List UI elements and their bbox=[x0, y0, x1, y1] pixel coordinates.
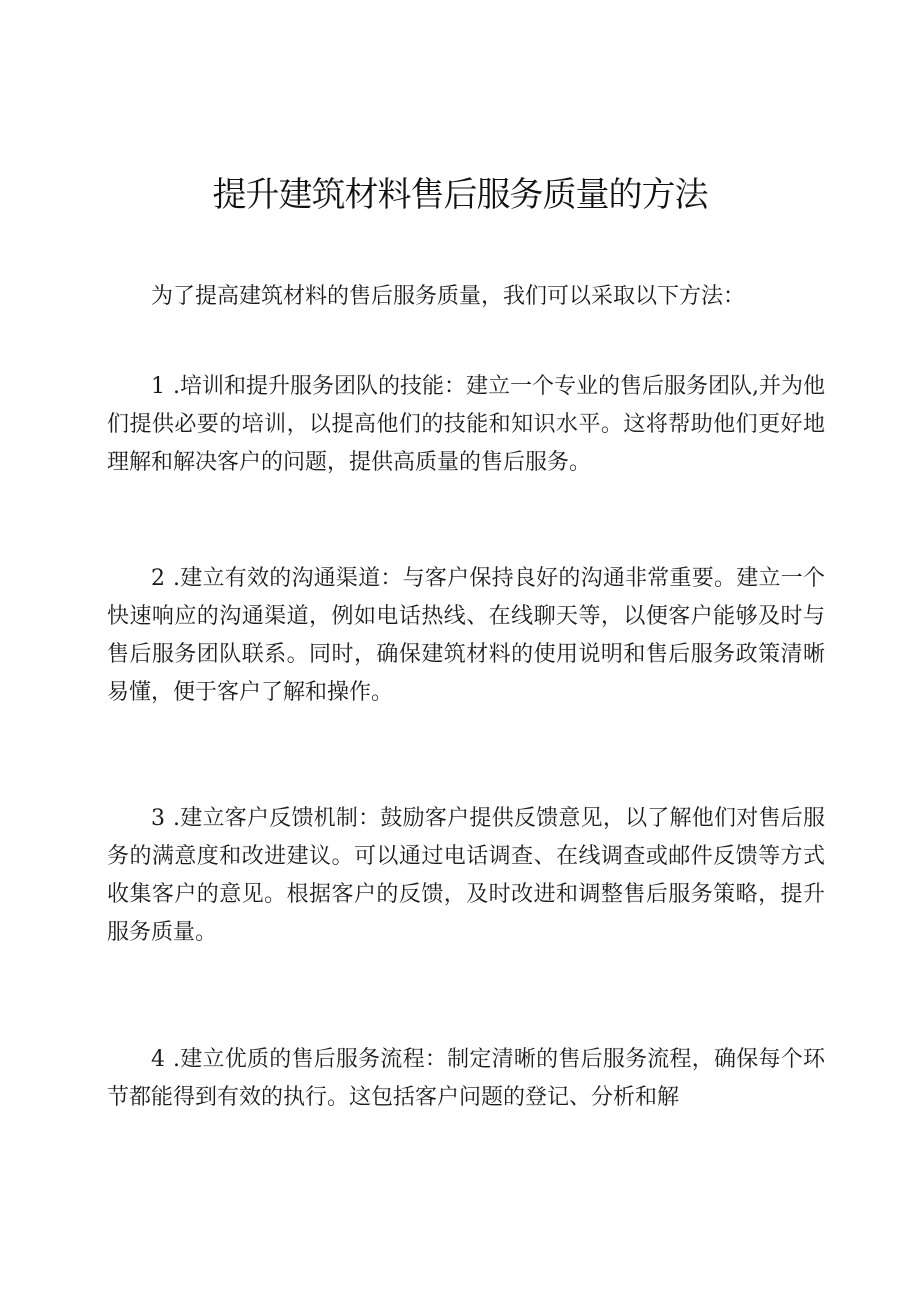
section-text: .建立优质的售后服务流程：制定清晰的售后服务流程，确保每个环节都能得到有效的执行。这包括客户问题的登记、分析和解 bbox=[107, 1047, 825, 1110]
section-paragraph-2 bbox=[107, 560, 825, 712]
section-paragraph-3 bbox=[107, 800, 825, 952]
section-paragraph-1 bbox=[107, 368, 825, 482]
page-title: 提升建筑材料售后服务质量的方法 bbox=[212, 175, 708, 215]
section-text: .建立客户反馈机制：鼓励客户提供反馈意见，以了解他们对售后服务的满意度和改进建议。可以通过电话调查、在线调查或邮件反馈等方式收集客户的意见。根据客户的反馈，及时改进和调整售后服务策略，提升服务质量。 bbox=[107, 806, 825, 945]
intro-paragraph: 为了提高建筑材料的售后服务质量，我们可以采取以下方法： bbox=[151, 284, 746, 309]
section-number: 1 bbox=[151, 374, 165, 399]
section-number: 2 bbox=[151, 566, 165, 591]
section-text: .培训和提升服务团队的技能：建立一个专业的售后服务团队,并为他们提供必要的培训，以提高他们的技能和知识水平。这将帮助他们更好地理解和解决客户的问题，提供高质量的售后服务。 bbox=[107, 374, 825, 475]
section-number: 4 bbox=[151, 1047, 165, 1072]
section-text: .建立有效的沟通渠道：与客户保持良好的沟通非常重要。建立一个快速响应的沟通渠道，例如电话热线、在线聊天等，以便客户能够及时与售后服务团队联系。同时，确保建筑材料的使用说明和售后服务政策清晰易懂，便于客户了解和操作。 bbox=[107, 566, 825, 705]
section-paragraph-4 bbox=[107, 1041, 825, 1117]
section-number: 3 bbox=[151, 806, 165, 831]
